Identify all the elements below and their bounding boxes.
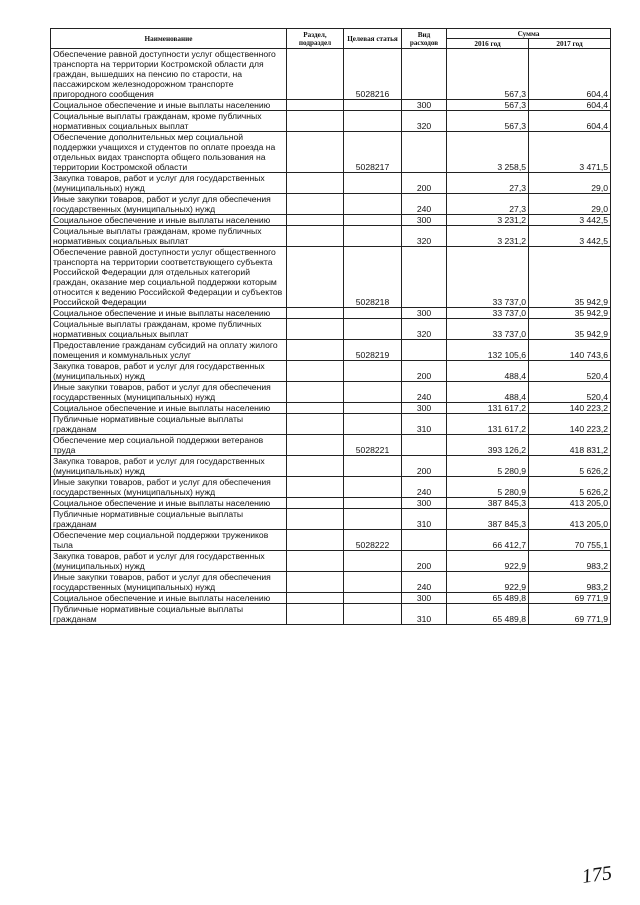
cell-section (287, 173, 344, 194)
cell-type: 200 (402, 456, 447, 477)
cell-2017: 5 626,2 (529, 477, 611, 498)
cell-target: 5028218 (344, 247, 402, 308)
cell-2017: 3 442,5 (529, 215, 611, 226)
cell-section (287, 604, 344, 625)
table-row (51, 173, 611, 194)
cell-2016: 132 105,6 (447, 340, 529, 361)
cell-2017: 69 771,9 (529, 593, 611, 604)
cell-type: 300 (402, 100, 447, 111)
table-row (51, 414, 611, 435)
cell-name: Закупка товаров, работ и услуг для государственных (муниципальных) нужд (51, 456, 287, 477)
cell-name: Обеспечение мер социальной поддержки тружеников тыла (51, 530, 287, 551)
cell-target (344, 215, 402, 226)
cell-2016: 65 489,8 (447, 604, 529, 625)
cell-target (344, 593, 402, 604)
cell-type: 310 (402, 509, 447, 530)
cell-target: 5028221 (344, 435, 402, 456)
cell-2016: 3 258,5 (447, 132, 529, 173)
table-row (51, 403, 611, 414)
cell-2016: 33 737,0 (447, 247, 529, 308)
cell-target (344, 572, 402, 593)
table-row (51, 593, 611, 604)
cell-type: 300 (402, 215, 447, 226)
cell-2017: 3 471,5 (529, 132, 611, 173)
cell-2017: 418 831,2 (529, 435, 611, 456)
cell-section (287, 509, 344, 530)
cell-type: 240 (402, 477, 447, 498)
cell-type: 200 (402, 173, 447, 194)
cell-section (287, 435, 344, 456)
cell-target (344, 319, 402, 340)
cell-target (344, 403, 402, 414)
cell-2017: 520,4 (529, 382, 611, 403)
cell-section (287, 593, 344, 604)
cell-type: 200 (402, 551, 447, 572)
cell-2017: 70 755,1 (529, 530, 611, 551)
cell-2017: 69 771,9 (529, 604, 611, 625)
cell-target (344, 361, 402, 382)
cell-section (287, 100, 344, 111)
cell-target: 5028216 (344, 49, 402, 100)
cell-2016: 567,3 (447, 49, 529, 100)
cell-type (402, 247, 447, 308)
header-type: Вид расходов (402, 29, 447, 49)
cell-2017: 140 223,2 (529, 403, 611, 414)
cell-2016: 387 845,3 (447, 509, 529, 530)
cell-section (287, 226, 344, 247)
cell-target (344, 551, 402, 572)
header-name: Наименование (51, 29, 287, 49)
cell-name: Социальное обеспечение и иные выплаты населению (51, 498, 287, 509)
header-target: Целевая статья (344, 29, 402, 49)
cell-2016: 567,3 (447, 111, 529, 132)
cell-2016: 922,9 (447, 551, 529, 572)
cell-2017: 413 205,0 (529, 509, 611, 530)
table-row (51, 382, 611, 403)
cell-name: Иные закупки товаров, работ и услуг для обеспечения государственных (муниципальных) нужд (51, 382, 287, 403)
cell-2017: 983,2 (529, 572, 611, 593)
cell-target: 5028222 (344, 530, 402, 551)
table-row (51, 604, 611, 625)
cell-section (287, 551, 344, 572)
cell-section (287, 247, 344, 308)
cell-name: Социальное обеспечение и иные выплаты населению (51, 215, 287, 226)
cell-type (402, 530, 447, 551)
cell-2017: 140 223,2 (529, 414, 611, 435)
cell-target (344, 477, 402, 498)
cell-section (287, 194, 344, 215)
cell-2017: 29,0 (529, 194, 611, 215)
cell-name: Предоставление гражданам субсидий на оплату жилого помещения и коммунальных услуг (51, 340, 287, 361)
cell-type: 200 (402, 361, 447, 382)
budget-table (50, 28, 611, 625)
cell-name: Иные закупки товаров, работ и услуг для обеспечения государственных (муниципальных) нужд (51, 572, 287, 593)
table-row (51, 49, 611, 100)
cell-section (287, 477, 344, 498)
cell-type: 300 (402, 498, 447, 509)
table-row (51, 456, 611, 477)
cell-target (344, 194, 402, 215)
cell-2017: 5 626,2 (529, 456, 611, 477)
table-row (51, 247, 611, 308)
cell-type: 320 (402, 319, 447, 340)
cell-name: Социальные выплаты гражданам, кроме публичных нормативных социальных выплат (51, 111, 287, 132)
cell-type (402, 340, 447, 361)
cell-type (402, 49, 447, 100)
cell-2016: 567,3 (447, 100, 529, 111)
table-row (51, 132, 611, 173)
cell-section (287, 403, 344, 414)
table-row (51, 572, 611, 593)
table-body (51, 49, 611, 625)
cell-2016: 27,3 (447, 173, 529, 194)
cell-2016: 5 280,9 (447, 477, 529, 498)
cell-2016: 387 845,3 (447, 498, 529, 509)
table-row (51, 226, 611, 247)
page-number: 175 (580, 862, 614, 888)
cell-name: Социальные выплаты гражданам, кроме публичных нормативных социальных выплат (51, 226, 287, 247)
cell-name: Социальные выплаты гражданам, кроме публичных нормативных социальных выплат (51, 319, 287, 340)
table-row (51, 340, 611, 361)
cell-section (287, 414, 344, 435)
cell-name: Публичные нормативные социальные выплаты гражданам (51, 604, 287, 625)
cell-section (287, 456, 344, 477)
cell-2017: 140 743,6 (529, 340, 611, 361)
cell-target (344, 509, 402, 530)
header-sum: Сумма (447, 29, 611, 39)
cell-name: Обеспечение равной доступности услуг общественного транспорта на территории Костромской области для граждан, вышедших на пенсию по старости, на пассажирском железнодорожном транспорте пригородного сообщения (51, 49, 287, 100)
cell-section (287, 319, 344, 340)
cell-name: Обеспечение дополнительных мер социальной поддержки учащихся и студентов по оплате проезда на отдельных видах транспорта общего пользования на территории Костромской области (51, 132, 287, 173)
cell-2016: 33 737,0 (447, 319, 529, 340)
budget-table-sheet (50, 28, 610, 625)
cell-2016: 131 617,2 (447, 403, 529, 414)
cell-target: 5028219 (344, 340, 402, 361)
cell-2017: 35 942,9 (529, 319, 611, 340)
cell-2017: 983,2 (529, 551, 611, 572)
cell-name: Публичные нормативные социальные выплаты гражданам (51, 509, 287, 530)
cell-2016: 131 617,2 (447, 414, 529, 435)
cell-2016: 3 231,2 (447, 215, 529, 226)
cell-name: Обеспечение равной доступности услуг общественного транспорта на территории соответствующего субъекта Российской Федерации для отдельных категорий граждан, оказание мер социальной поддержки которым относится к ведению Российской Федерации и субъектов Российской Федерации (51, 247, 287, 308)
cell-2017: 35 942,9 (529, 247, 611, 308)
cell-name: Закупка товаров, работ и услуг для государственных (муниципальных) нужд (51, 173, 287, 194)
table-row (51, 477, 611, 498)
cell-2017: 3 442,5 (529, 226, 611, 247)
cell-2016: 922,9 (447, 572, 529, 593)
cell-2017: 604,4 (529, 49, 611, 100)
cell-2017: 520,4 (529, 361, 611, 382)
cell-2016: 488,4 (447, 361, 529, 382)
header-2016: 2016 год (447, 39, 529, 49)
table-row (51, 319, 611, 340)
cell-section (287, 498, 344, 509)
cell-2017: 29,0 (529, 173, 611, 194)
cell-name: Закупка товаров, работ и услуг для государственных (муниципальных) нужд (51, 551, 287, 572)
table-row (51, 509, 611, 530)
cell-section (287, 49, 344, 100)
cell-2017: 35 942,9 (529, 308, 611, 319)
cell-name: Закупка товаров, работ и услуг для государственных (муниципальных) нужд (51, 361, 287, 382)
cell-section (287, 530, 344, 551)
cell-2017: 413 205,0 (529, 498, 611, 509)
header-2017: 2017 год (529, 39, 611, 49)
cell-type: 240 (402, 194, 447, 215)
cell-section (287, 308, 344, 319)
table-row (51, 435, 611, 456)
cell-name: Социальное обеспечение и иные выплаты населению (51, 593, 287, 604)
cell-2016: 27,3 (447, 194, 529, 215)
table-row (51, 498, 611, 509)
cell-type: 320 (402, 226, 447, 247)
cell-target (344, 226, 402, 247)
cell-name: Социальное обеспечение и иные выплаты населению (51, 100, 287, 111)
cell-target (344, 414, 402, 435)
cell-section (287, 361, 344, 382)
cell-2016: 33 737,0 (447, 308, 529, 319)
cell-type: 240 (402, 572, 447, 593)
cell-2016: 65 489,8 (447, 593, 529, 604)
cell-target (344, 111, 402, 132)
header-section: Раздел, подраздел (287, 29, 344, 49)
table-row (51, 111, 611, 132)
table-row (51, 361, 611, 382)
cell-type: 300 (402, 403, 447, 414)
cell-2016: 3 231,2 (447, 226, 529, 247)
cell-type: 310 (402, 604, 447, 625)
cell-section (287, 132, 344, 173)
cell-2016: 488,4 (447, 382, 529, 403)
cell-target (344, 173, 402, 194)
table-row (51, 100, 611, 111)
cell-type: 300 (402, 308, 447, 319)
cell-type: 300 (402, 593, 447, 604)
cell-type: 320 (402, 111, 447, 132)
cell-target (344, 498, 402, 509)
cell-target (344, 100, 402, 111)
cell-type: 240 (402, 382, 447, 403)
cell-target (344, 308, 402, 319)
cell-2016: 5 280,9 (447, 456, 529, 477)
cell-type (402, 132, 447, 173)
cell-name: Социальное обеспечение и иные выплаты населению (51, 403, 287, 414)
cell-target: 5028217 (344, 132, 402, 173)
cell-2017: 604,4 (529, 111, 611, 132)
cell-type: 310 (402, 414, 447, 435)
cell-section (287, 340, 344, 361)
cell-section (287, 215, 344, 226)
table-row (51, 194, 611, 215)
cell-section (287, 382, 344, 403)
table-row (51, 551, 611, 572)
cell-type (402, 435, 447, 456)
cell-target (344, 382, 402, 403)
cell-2016: 393 126,2 (447, 435, 529, 456)
table-row (51, 215, 611, 226)
cell-section (287, 572, 344, 593)
cell-name: Социальное обеспечение и иные выплаты населению (51, 308, 287, 319)
cell-name: Иные закупки товаров, работ и услуг для обеспечения государственных (муниципальных) нужд (51, 477, 287, 498)
table-row (51, 308, 611, 319)
cell-name: Иные закупки товаров, работ и услуг для обеспечения государственных (муниципальных) нужд (51, 194, 287, 215)
cell-name: Обеспечение мер социальной поддержки ветеранов труда (51, 435, 287, 456)
cell-section (287, 111, 344, 132)
table-row (51, 530, 611, 551)
cell-target (344, 456, 402, 477)
cell-target (344, 604, 402, 625)
cell-2016: 66 412,7 (447, 530, 529, 551)
cell-2017: 604,4 (529, 100, 611, 111)
cell-name: Публичные нормативные социальные выплаты гражданам (51, 414, 287, 435)
